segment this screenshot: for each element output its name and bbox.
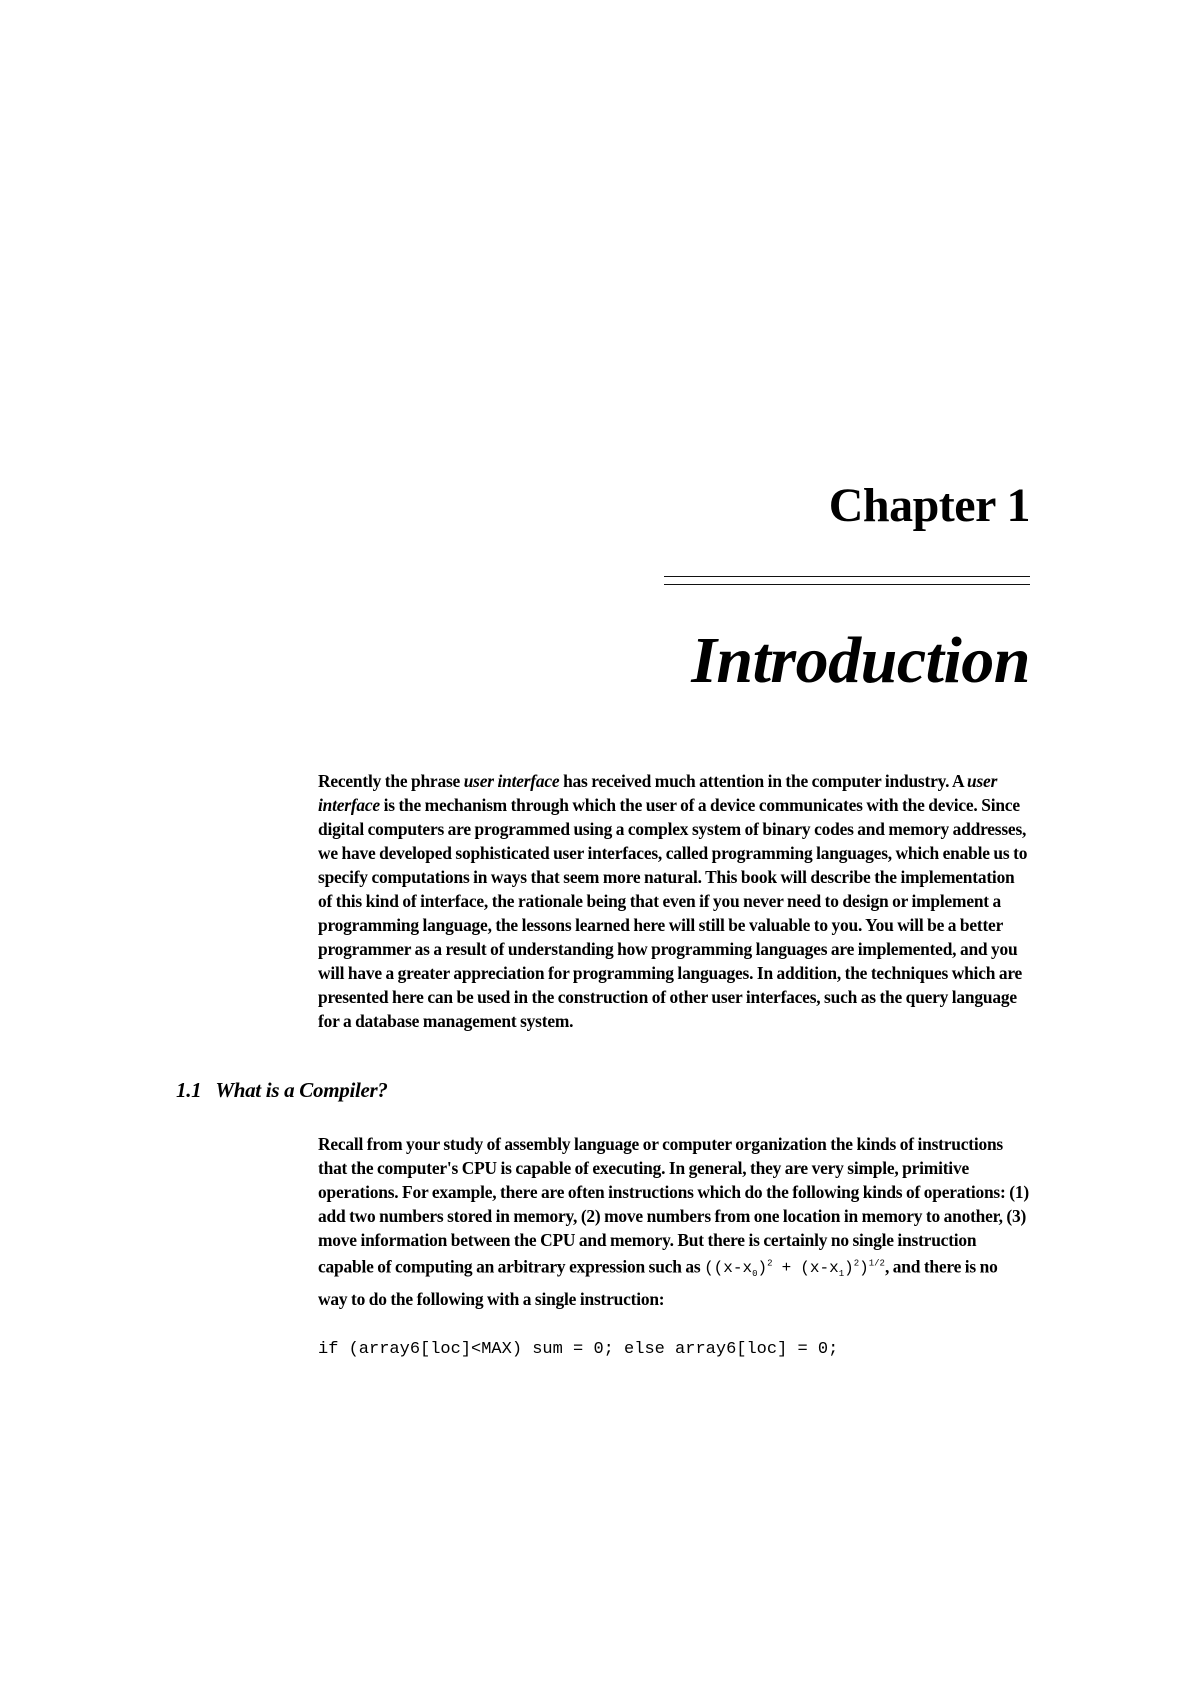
code-example: if (array6[loc]<MAX) sum = 0; else array6[loc] = 0; — [318, 1340, 839, 1359]
expr-part-5: ) — [859, 1259, 869, 1278]
chapter-rule-bottom — [664, 584, 1030, 585]
expr-sqrt-exponent: 1/2 — [868, 1259, 885, 1269]
chapter-title: Introduction — [691, 624, 1030, 697]
expr-part-2: ) — [757, 1259, 768, 1278]
intro-emphasis-2: user interface — [318, 771, 998, 815]
expr-square-2: 2 — [853, 1259, 860, 1269]
chapter-rule-top — [664, 576, 1030, 577]
compiler-text-2: , and there is no way to do the following with a single instruction: — [318, 1256, 998, 1309]
expr-part-3: + (x-x — [772, 1259, 839, 1278]
intro-paragraph — [318, 769, 1030, 1033]
compiler-text-1: Recall from your study of assembly language or computer organization the kinds of instructions that the computer's CPU is capable of executing. In general, they are very simple, primitive operations. For example, there are often instructions which do the following kinds of operations: (1) add two numbers stored in memory, (2) move numbers from one location in memory to another, (3) move information between the CPU and memory. But there is certainly no single instruction capable of computing an arbitrary expression such as — [318, 1134, 1029, 1277]
section-heading — [176, 1078, 388, 1102]
compiler-paragraph — [318, 1132, 1030, 1311]
expr-subscript-0: 0 — [752, 1269, 758, 1280]
distance-expression — [704, 1259, 885, 1280]
section-title: What is a Compiler? — [215, 1078, 388, 1102]
intro-text-1: Recently the phrase — [318, 771, 464, 791]
intro-text-3: is the mechanism through which the user of a device communicates with the device. Since digital computers are programmed using a complex system of binary codes and memory addresses, we have developed sophisticated user interfaces, called programming languages, which enable us to specify computations in ways that seem more natural. This book will describe the implementation of this kind of interface, the rationale being that even if you never need to design or implement a programming language, the lessons learned here will still be valuable to you. You will be a better programmer as a result of understanding how programming languages are implemented, and you will have a greater appreciation for programming languages. In addition, the techniques which are presented here can be used in the construction of other user interfaces, such as the query language for a database management system. — [318, 795, 1028, 1031]
expr-part-4: ) — [844, 1259, 854, 1278]
expr-subscript-1: 1 — [838, 1269, 845, 1280]
intro-emphasis-1: user interface — [463, 771, 560, 791]
expr-part-1: ((x-x — [704, 1259, 753, 1278]
chapter-label: Chapter 1 — [828, 479, 1030, 532]
expr-square-1: 2 — [767, 1259, 773, 1269]
section-number: 1.1 — [176, 1078, 202, 1102]
intro-text-2: has received much attention in the computer industry. A — [559, 771, 968, 791]
